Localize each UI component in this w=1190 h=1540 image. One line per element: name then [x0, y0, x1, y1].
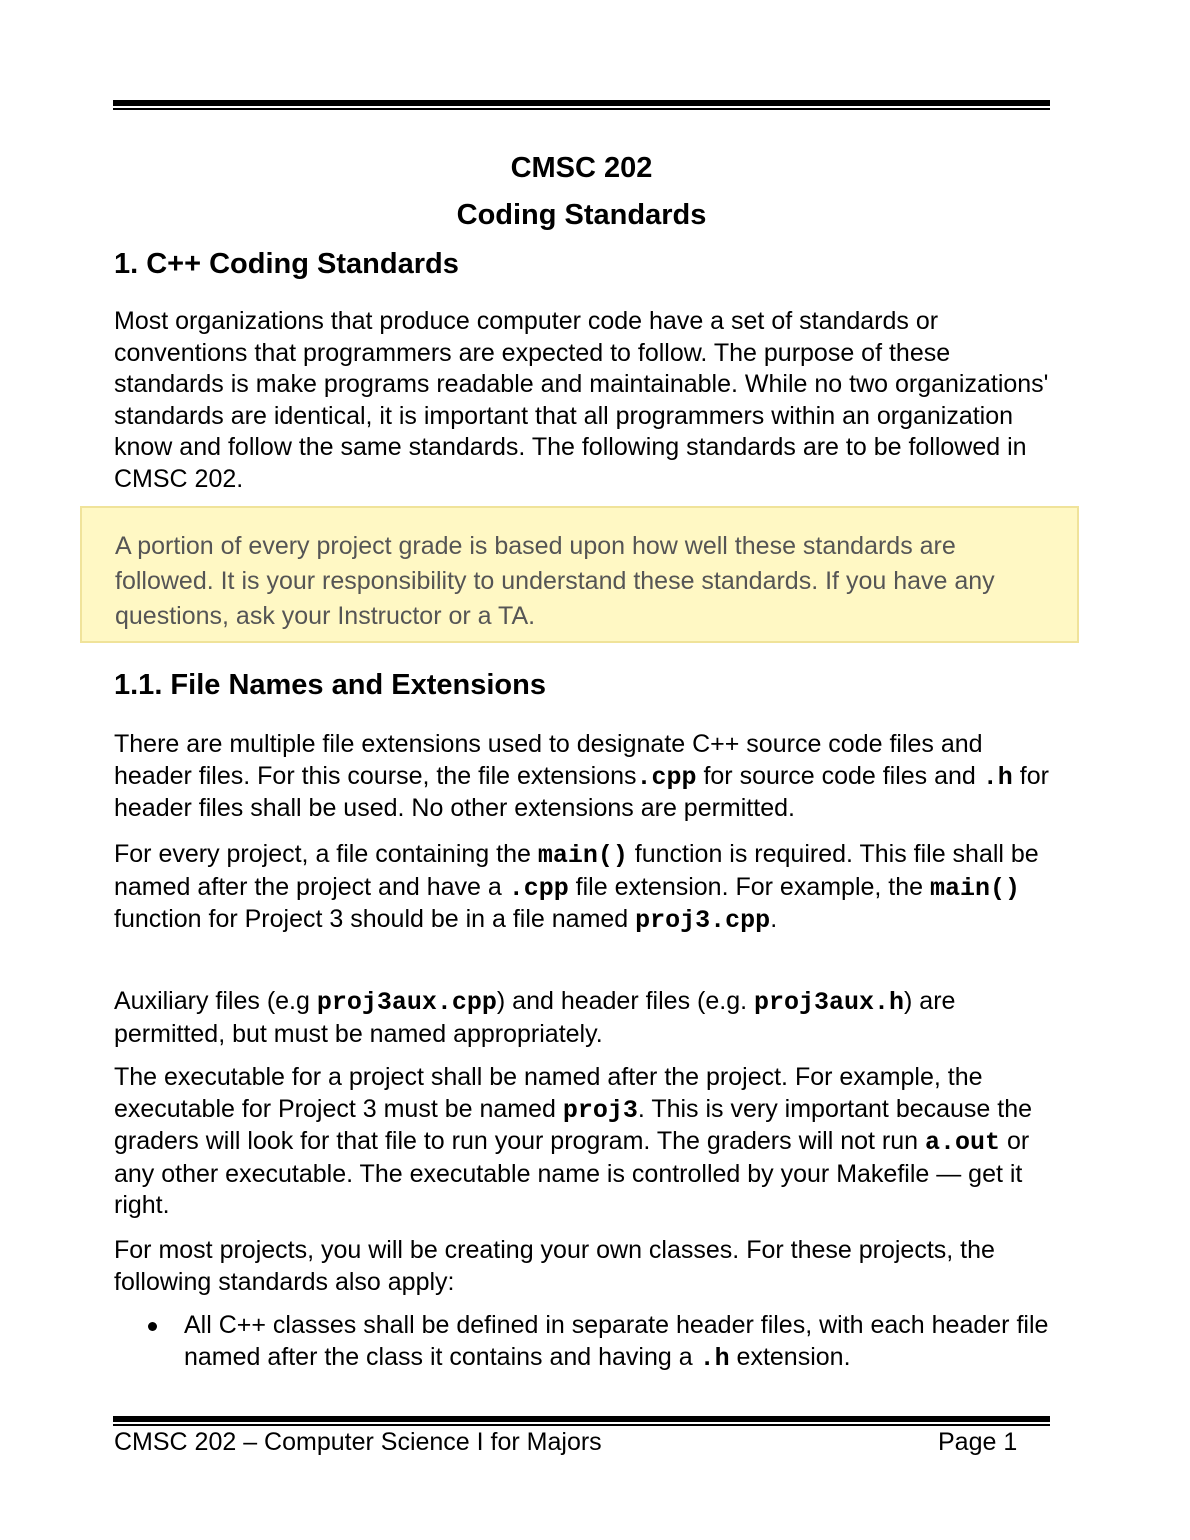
- code-snippet: .cpp: [508, 873, 569, 903]
- list-item: All C++ classes shall be defined in separate header files, with each header file named after the class it contains and having a .h extension.: [114, 1310, 1054, 1374]
- standards-list: [114, 1310, 1054, 1374]
- course-title: CMSC 202: [510, 152, 653, 184]
- note-text: A portion of every project grade is based upon how well these standards are followed. It is your responsibility to understand these standards. If you have any questions, ask your Instructor or a TA.: [115, 532, 995, 630]
- footer-course: CMSC 202 – Computer Science I for Majors: [114, 1428, 602, 1456]
- code-snippet: .h: [699, 1343, 730, 1373]
- code-snippet: proj3aux.cpp: [316, 988, 497, 1017]
- note-callout: [80, 506, 1079, 643]
- top-rule: [113, 100, 1050, 110]
- footer-page-number: Page 1: [938, 1428, 1018, 1456]
- code-snippet: .h: [982, 762, 1013, 792]
- code-snippet: proj3aux.h: [753, 988, 905, 1017]
- code-snippet: proj3.cpp: [635, 906, 771, 935]
- executable-paragraph: The executable for a project shall be named after the project. For example, the executable for Project 3 must be named proj3. This is very important because the graders will look for that file to run your program. The graders will not run a.out or any other executable. The executable name is controlled by your Makefile — get it right.: [114, 1063, 1033, 1219]
- intro-paragraph: Most organizations that produce computer code have a set of standards or conventions that programmers are expected to follow. The purpose of these standards is make programs readable and maintainable. While no two organizations' standards are identical, it is important that all programmers within an organization know and follow the same standards. The following standards are to be followed in CMSC 202.: [114, 307, 1049, 493]
- code-snippet: proj3: [562, 1095, 638, 1125]
- document-title: Coding Standards: [456, 199, 707, 231]
- bottom-rule: [113, 1416, 1050, 1426]
- classes-paragraph: For most projects, you will be creating your own classes. For these projects, the following standards also apply:: [114, 1236, 995, 1296]
- subsection-heading: 1.1. File Names and Extensions: [114, 669, 546, 701]
- auxiliary-files-paragraph: Auxiliary files (e.g proj3aux.cpp) and header files (e.g. proj3aux.h) are permitted, but must be named appropriately.: [114, 987, 956, 1048]
- code-snippet: main(): [537, 841, 628, 870]
- bullet-icon: [148, 1322, 157, 1331]
- code-snippet: a.out: [925, 1128, 1001, 1157]
- file-extensions-paragraph: There are multiple file extensions used to designate C++ source code files and header files. For this course, the file extensions.cpp for source code files and .h for header files shall be used. No other extensions are permitted.: [114, 730, 1049, 822]
- section-heading: 1. C++ Coding Standards: [114, 248, 459, 280]
- code-snippet: main(): [930, 873, 1021, 903]
- code-snippet: .cpp: [636, 762, 697, 792]
- main-function-paragraph: For every project, a file containing the main() function is required. This file shall be named after the project and have a .cpp file extension. For example, the main() function for Project 3 should be in a file named proj3.cpp.: [114, 840, 1039, 935]
